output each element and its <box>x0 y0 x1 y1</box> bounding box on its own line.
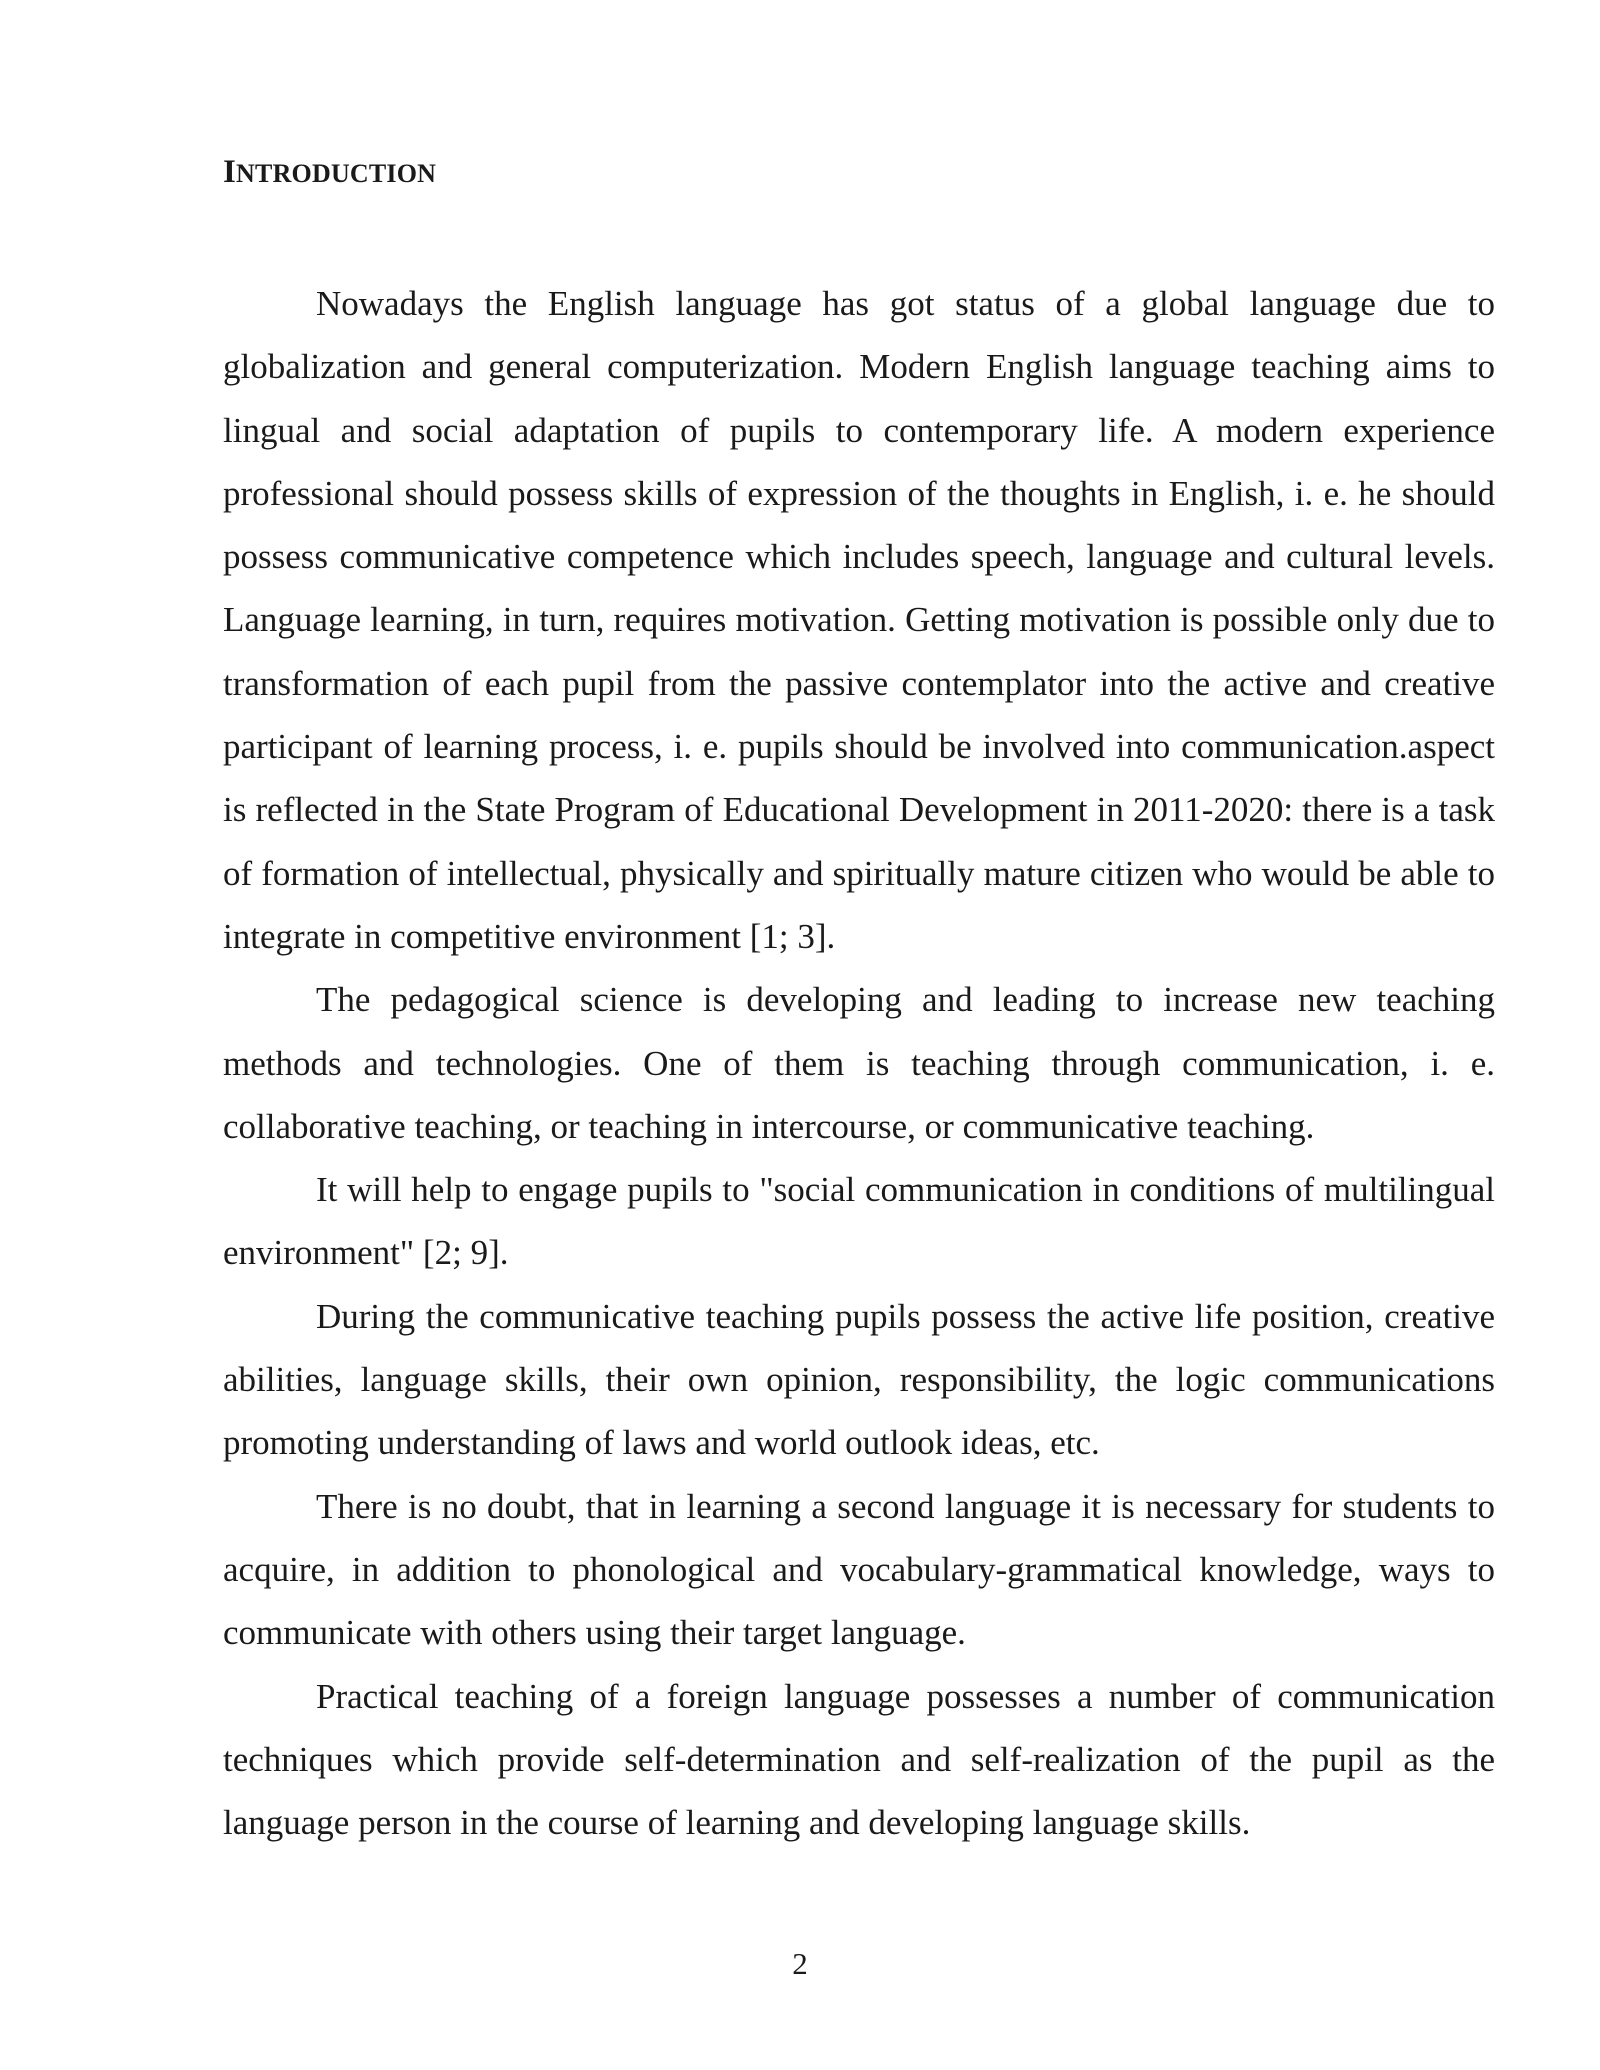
paragraph: It will help to engage pupils to "social communication in conditions of multilingual environment" [2; 9]. <box>223 1170 1495 1273</box>
paragraph: During the communicative teaching pupils possess the active life position, creative abilities, language skills, their own opinion, responsibility, the logic communications promoting understanding of laws and world outlook ideas, etc. <box>223 1296 1495 1463</box>
body-text <box>223 272 1495 1854</box>
paragraph: There is no doubt, that in learning a second language it is necessary for students to acquire, in addition to phonological and vocabulary-grammatical knowledge, ways to communicate with others using their target language. <box>223 1486 1495 1653</box>
section-heading <box>223 152 436 194</box>
paragraph: Practical teaching of a foreign language possesses a number of communication techniques which provide self-determination and self-realization of the pupil as the language person in the course of learning and developing language skills. <box>223 1676 1495 1843</box>
heading-rest: NTRODUCTION <box>236 159 437 188</box>
paragraph: Nowadays the English language has got status of a global language due to globalization and general computerization. Modern English language teaching aims to lingual and social adaptation of pupils to contemporary life. A modern experience professional should possess skills of expression of the thoughts in English, i. e. he should possess communicative competence which includes speech, language and cultural levels. Language learning, in turn, requires motivation. Getting motivation is possible only due to transformation of each pupil from the passive contemplator into the active and creative participant of learning process, i. e. pupils should be involved into communication.aspect is reflected in the State Program of Educational Development in 2011-2020: there is a task of formation of intellectual, physically and spiritually mature citizen who would be able to integrate in competitive environment [1; 3]. <box>223 284 1495 956</box>
page-number: 2 <box>792 1946 808 1981</box>
heading-initial: I <box>223 154 237 190</box>
paragraph: The pedagogical science is developing and leading to increase new teaching methods and technologies. One of them is teaching through communication, i. e. collaborative teaching, or teaching in intercourse, or communicative teaching. <box>223 980 1495 1146</box>
